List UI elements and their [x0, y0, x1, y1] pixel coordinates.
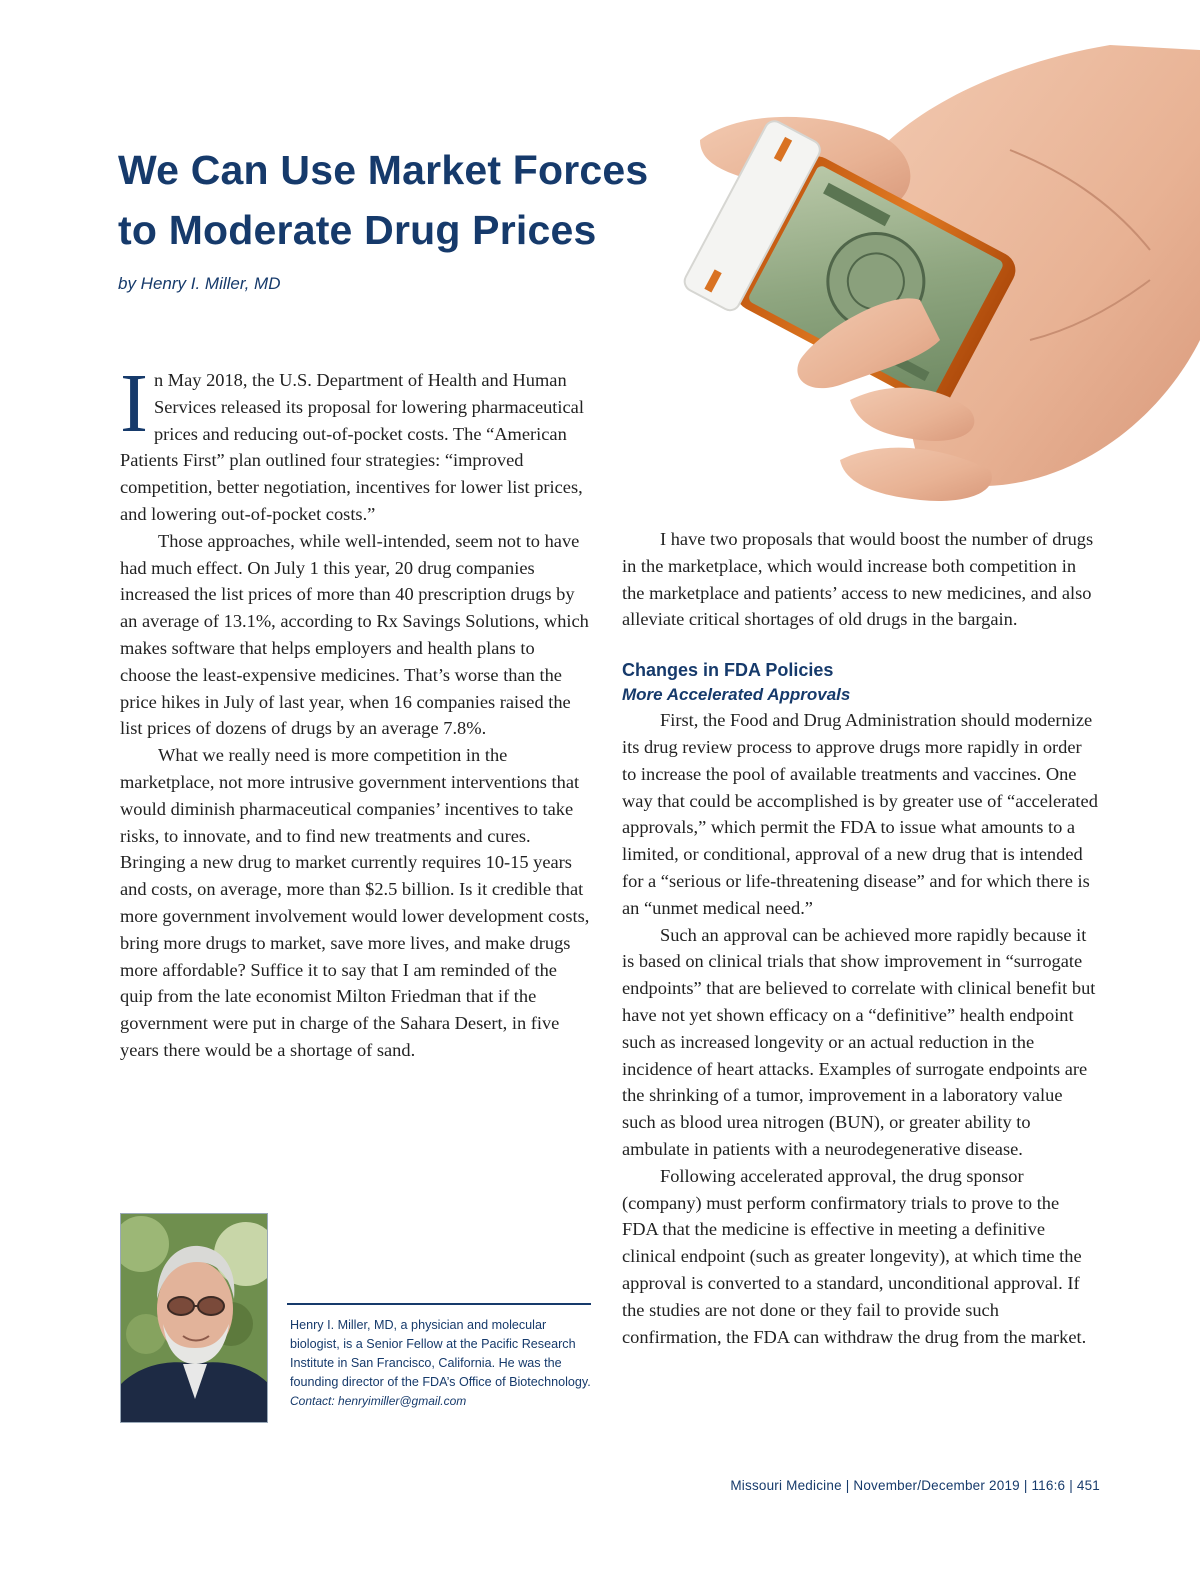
right-text-column [622, 526, 1098, 1350]
paragraph-confirmatory-trials: Following accelerated approval, the drug sponsor (company) must perform confirmatory trials to prove to the FDA that the medicine is effective in meeting a definitive clinical endpoint (such as greater longevity), at which time the approval is converted to a standard, unconditional approval. If the studies are not done or they fail to provide such confirmation, the FDA can withdraw the drug from the market. [622, 1165, 1087, 1347]
author-portrait-image [121, 1214, 268, 1423]
paragraph-intro [120, 357, 590, 528]
left-text-column [120, 357, 590, 1064]
article-title-line-1: We Can Use Market Forces [118, 147, 649, 193]
section-heading: Changes in FDA Policies [622, 660, 834, 681]
page-footer: Missouri Medicine | November/December 2019 | 116:6 | 451 [730, 1478, 1100, 1493]
hand-holding-pill-bottle-image [590, 40, 1200, 520]
author-photo [120, 1213, 268, 1423]
author-contact: Contact: henryimiller@gmail.com [290, 1394, 467, 1408]
article-title-line-2: to Moderate Drug Prices [118, 207, 597, 253]
paragraph-surrogate-endpoints: Such an approval can be achieved more rapidly because it is based on clinical trials that show improvement in “surrogate endpoints” that are believed to correlate with clinical benefit but have not yet shown efficacy on a “definitive” health endpoint such as increased longevity or an actual reduction in the incidence of heart attacks. Examples of surrogate endpoints are the shrinking of a tumor, improvement in a laboratory value such as blood urea nitrogen (BUN), or greater ability to ambulate in patients with a neurodegenerative disease. [622, 924, 1096, 1159]
paragraph-intro-text: n May 2018, the U.S. Department of Health and Human Services released its proposal for lowering pharmaceutical prices and reducing out-of-pocket costs. The “American Patients First” plan outlined four strategies: “improved competition, better negotiation, incentives for lower list prices, and lowering out-of-pocket costs.” [120, 370, 584, 524]
bio-divider [287, 1303, 591, 1305]
drop-cap: I [120, 357, 148, 450]
paragraph-approaches: Those approaches, while well-intended, seem not to have had much effect. On July 1 this year, 20 drug companies increased the list prices of more than 40 prescription drugs by an average of 13.1%, according to Rx Savings Solutions, which makes software that helps employers and health plans to choose the least-expensive medicines. That’s worse than the price hikes in July of last year, when 16 companies raised the list prices of dozens of drugs by an average 7.8%. [120, 530, 589, 739]
article-title [118, 140, 718, 260]
paragraph-competition: What we really need is more competition in the marketplace, not more intrusive government interventions that would diminish pharmaceutical companies’ incentives to take risks, to innovate, and to find new treatments and cures. Bringing a new drug to market currently requires 10-15 years and costs, on average, more than $2.5 billion. Is it credible that more government involvement would lower development costs, bring more drugs to market, save more lives, and make drugs more affordable? Suffice it to say that I am reminded of the quip from the late economist Milton Friedman that if the government were put in charge of the Sahara Desert, in five years there would be a shortage of sand. [120, 745, 590, 1060]
author-bio-text: Henry I. Miller, MD, a physician and molecular biologist, is a Senior Fellow at the Pacific Research Institute in San Francisco, California. He was the founding director of the FDA’s Office of Biotechnology. [290, 1318, 591, 1389]
article-byline: by Henry I. Miller, MD [118, 274, 281, 293]
author-bio [290, 1316, 594, 1411]
paragraph-proposals: I have two proposals that would boost the number of drugs in the marketplace, which would increase both competition in the marketplace and patients’ access to new medicines, and also alleviate critical shortages of old drugs in the bargain. [622, 529, 1094, 630]
section-subheading: More Accelerated Approvals [622, 685, 851, 705]
paragraph-fda-modernize: First, the Food and Drug Administration should modernize its drug review process to approve drugs more rapidly in order to increase the pool of available treatments and vaccines. One way that could be accomplished is by greater use of “accelerated approvals,” which permit the FDA to issue what amounts to a limited, or conditional, approval of a new drug that is intended for a “serious or life-threatening disease” and for which there is an “unmet medical need.” [622, 710, 1098, 918]
